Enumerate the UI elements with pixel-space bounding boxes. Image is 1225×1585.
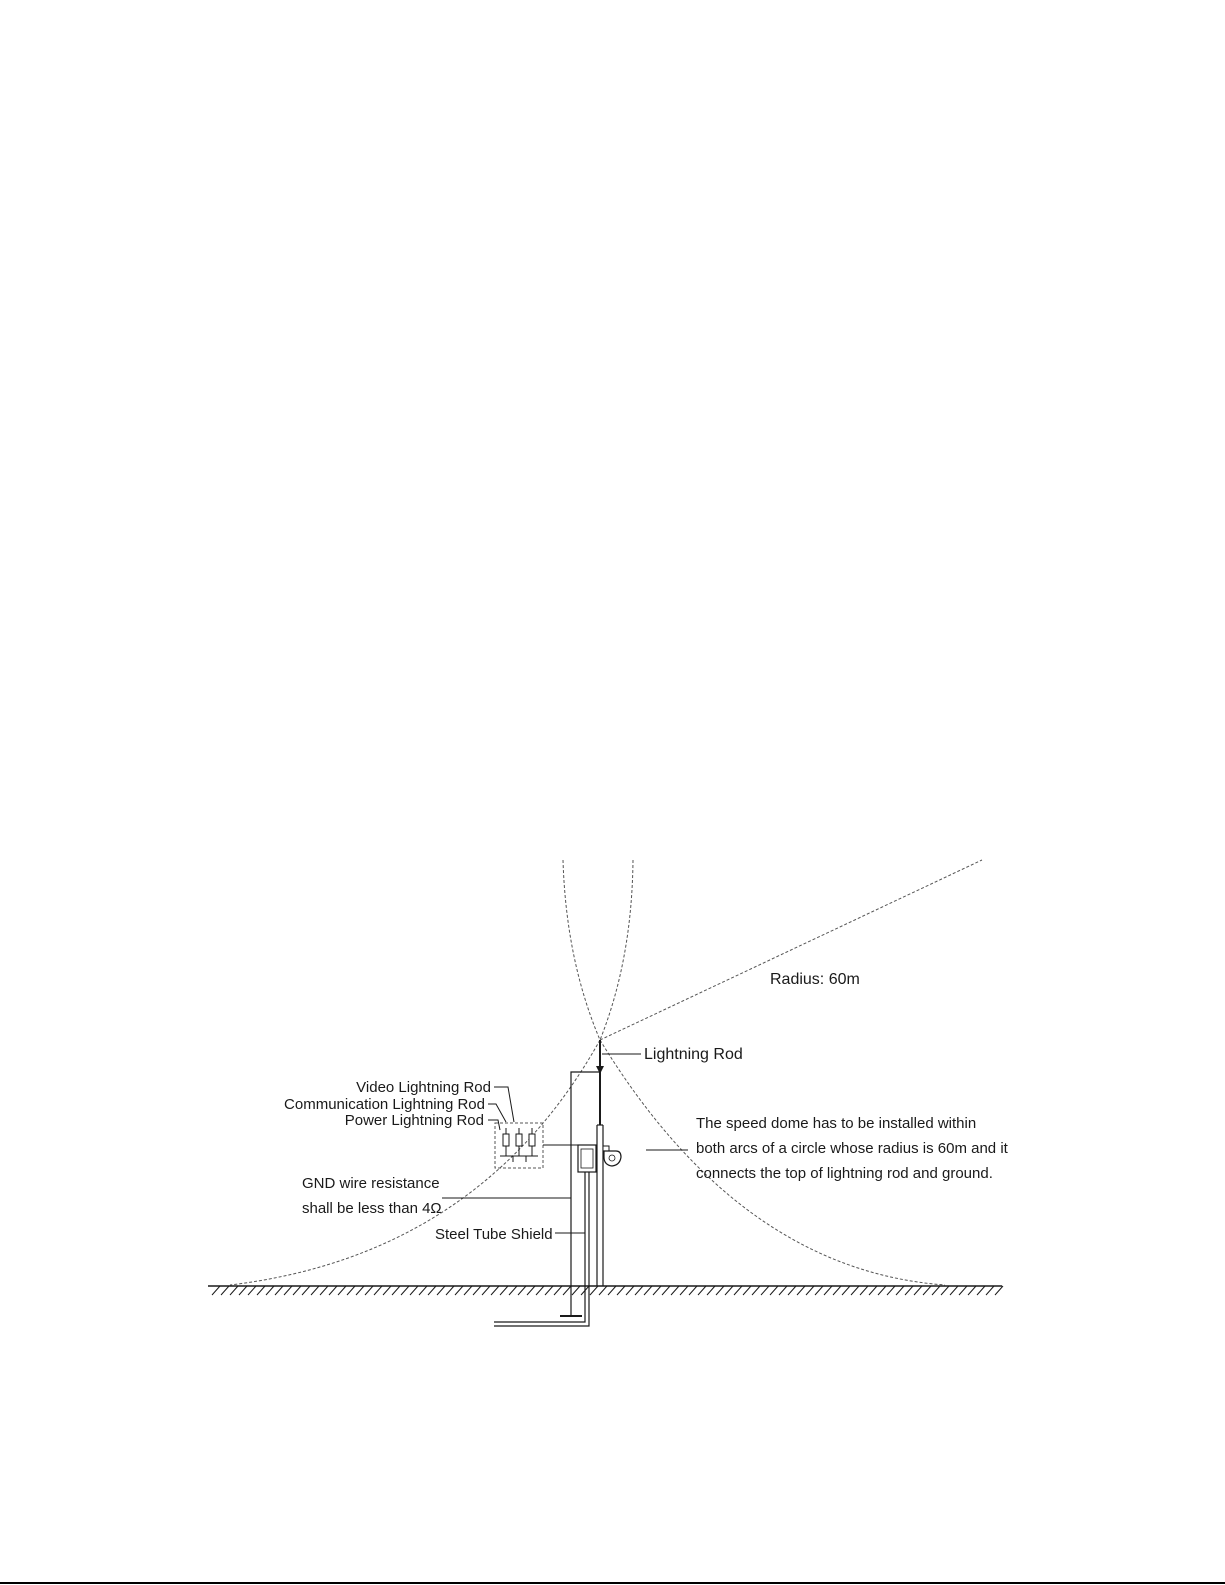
ground-hatch-mark [887, 1286, 895, 1295]
left-arc-upper [563, 860, 600, 1040]
ground-hatch-mark [293, 1286, 301, 1295]
ground-hatch-mark [356, 1286, 364, 1295]
ground-hatch-mark [626, 1286, 634, 1295]
communication-rod-element [516, 1134, 522, 1146]
ground-hatch-mark [914, 1286, 922, 1295]
ground-hatch-mark [221, 1286, 229, 1295]
gnd-resistance-label-line1: GND wire resistance [302, 1175, 440, 1192]
ground-hatch-mark [680, 1286, 688, 1295]
ground-hatch-mark [977, 1286, 985, 1295]
dome-mount [603, 1146, 609, 1151]
ground-hatch-mark [959, 1286, 967, 1295]
note-line-1: The speed dome has to be installed within [696, 1115, 977, 1132]
ground-hatch-mark [923, 1286, 931, 1295]
ground-hatch-mark [383, 1286, 391, 1295]
left-arc-lower [230, 1040, 600, 1285]
ground-hatch-mark [401, 1286, 409, 1295]
right-arc-upper [600, 860, 633, 1040]
steel-tube-shield-inner [494, 1172, 589, 1326]
ground-hatch-mark [932, 1286, 940, 1295]
ground-hatch-mark [869, 1286, 877, 1295]
ground-hatch-mark [833, 1286, 841, 1295]
ground-hatch-mark [374, 1286, 382, 1295]
ground-hatch-mark [635, 1286, 643, 1295]
ground-hatch-mark [572, 1286, 580, 1295]
ground-hatch-mark [473, 1286, 481, 1295]
ground-hatch-mark [806, 1286, 814, 1295]
surge-protector-module [495, 1123, 578, 1168]
video-rod-element [503, 1134, 509, 1146]
ground-hatch-mark [491, 1286, 499, 1295]
ground-hatch-mark [608, 1286, 616, 1295]
power-lightning-rod-label: Power Lightning Rod [344, 1112, 484, 1129]
ground-hatch-mark [563, 1286, 571, 1295]
ground-hatch-mark [365, 1286, 373, 1295]
ground-hatch-mark [653, 1286, 661, 1295]
ground-hatch-mark [302, 1286, 310, 1295]
ground-hatch-mark [995, 1286, 1003, 1295]
ground-hatching [212, 1286, 1003, 1295]
ground-hatch-mark [824, 1286, 832, 1295]
radius-line [600, 860, 982, 1040]
ground-hatch-mark [464, 1286, 472, 1295]
ground-hatch-mark [446, 1286, 454, 1295]
ground-hatch-mark [905, 1286, 913, 1295]
ground-hatch-mark [851, 1286, 859, 1295]
pole-structure [494, 1040, 621, 1326]
ground-hatch-mark [392, 1286, 400, 1295]
note-line-2: both arcs of a circle whose radius is 60m and it [696, 1140, 1008, 1157]
ground-hatch-mark [554, 1286, 562, 1295]
speed-dome-camera [604, 1151, 621, 1166]
labels [284, 971, 1009, 1243]
ground-hatch-mark [716, 1286, 724, 1295]
ground-hatch-mark [788, 1286, 796, 1295]
ground-hatch-mark [878, 1286, 886, 1295]
leader-power-rod [488, 1120, 500, 1130]
communication-lightning-rod-label: Communication Lightning Rod [284, 1096, 485, 1113]
ground-hatch-mark [455, 1286, 463, 1295]
ground-hatch-mark [698, 1286, 706, 1295]
ground-hatch-mark [347, 1286, 355, 1295]
ground [208, 1286, 1003, 1295]
lightning-rod-label: Lightning Rod [644, 1046, 743, 1063]
ground-hatch-mark [500, 1286, 508, 1295]
ground-hatch-mark [941, 1286, 949, 1295]
radius-label: Radius: 60m [770, 971, 860, 988]
ground-hatch-mark [689, 1286, 697, 1295]
ground-hatch-mark [896, 1286, 904, 1295]
ground-hatch-mark [968, 1286, 976, 1295]
right-arc-lower [600, 1040, 945, 1285]
ground-hatch-mark [527, 1286, 535, 1295]
ground-hatch-mark [671, 1286, 679, 1295]
ground-hatch-mark [428, 1286, 436, 1295]
ground-hatch-mark [320, 1286, 328, 1295]
leader-video-rod [494, 1087, 514, 1122]
ground-hatch-mark [770, 1286, 778, 1295]
ground-hatch-mark [590, 1286, 598, 1295]
leader-communication-rod [488, 1104, 506, 1122]
ground-hatch-mark [734, 1286, 742, 1295]
ground-hatch-mark [950, 1286, 958, 1295]
ground-hatch-mark [338, 1286, 346, 1295]
ground-hatch-mark [419, 1286, 427, 1295]
ground-hatch-mark [482, 1286, 490, 1295]
ground-hatch-mark [599, 1286, 607, 1295]
ground-hatch-mark [536, 1286, 544, 1295]
gnd-resistance-label-line2: shall be less than 4Ω [302, 1200, 442, 1217]
ground-hatch-mark [212, 1286, 220, 1295]
ground-hatch-mark [644, 1286, 652, 1295]
ground-hatch-mark [275, 1286, 283, 1295]
steel-tube-shield-label: Steel Tube Shield [435, 1226, 553, 1243]
ground-hatch-mark [545, 1286, 553, 1295]
protection-arcs [230, 860, 982, 1285]
ground-hatch-mark [329, 1286, 337, 1295]
ground-hatch-mark [518, 1286, 526, 1295]
power-rod-element [529, 1134, 535, 1146]
ground-hatch-mark [509, 1286, 517, 1295]
ground-hatch-mark [860, 1286, 868, 1295]
ground-hatch-mark [761, 1286, 769, 1295]
ground-hatch-mark [815, 1286, 823, 1295]
ground-hatch-mark [707, 1286, 715, 1295]
note-line-3: connects the top of lightning rod and ground. [696, 1165, 993, 1182]
lightning-rod-tip [596, 1066, 604, 1074]
ground-hatch-mark [662, 1286, 670, 1295]
ground-hatch-mark [410, 1286, 418, 1295]
page-bottom-rule [0, 1582, 1225, 1584]
ground-hatch-mark [248, 1286, 256, 1295]
ground-hatch-mark [266, 1286, 274, 1295]
ground-hatch-mark [797, 1286, 805, 1295]
ground-hatch-mark [284, 1286, 292, 1295]
ground-hatch-mark [779, 1286, 787, 1295]
ground-hatch-mark [743, 1286, 751, 1295]
video-lightning-rod-label: Video Lightning Rod [356, 1079, 491, 1096]
ground-hatch-mark [230, 1286, 238, 1295]
ground-hatch-mark [311, 1286, 319, 1295]
ground-hatch-mark [257, 1286, 265, 1295]
ground-hatch-mark [752, 1286, 760, 1295]
ground-hatch-mark [725, 1286, 733, 1295]
ground-hatch-mark [437, 1286, 445, 1295]
ground-hatch-mark [239, 1286, 247, 1295]
ground-hatch-mark [986, 1286, 994, 1295]
ground-hatch-mark [842, 1286, 850, 1295]
ground-hatch-mark [617, 1286, 625, 1295]
